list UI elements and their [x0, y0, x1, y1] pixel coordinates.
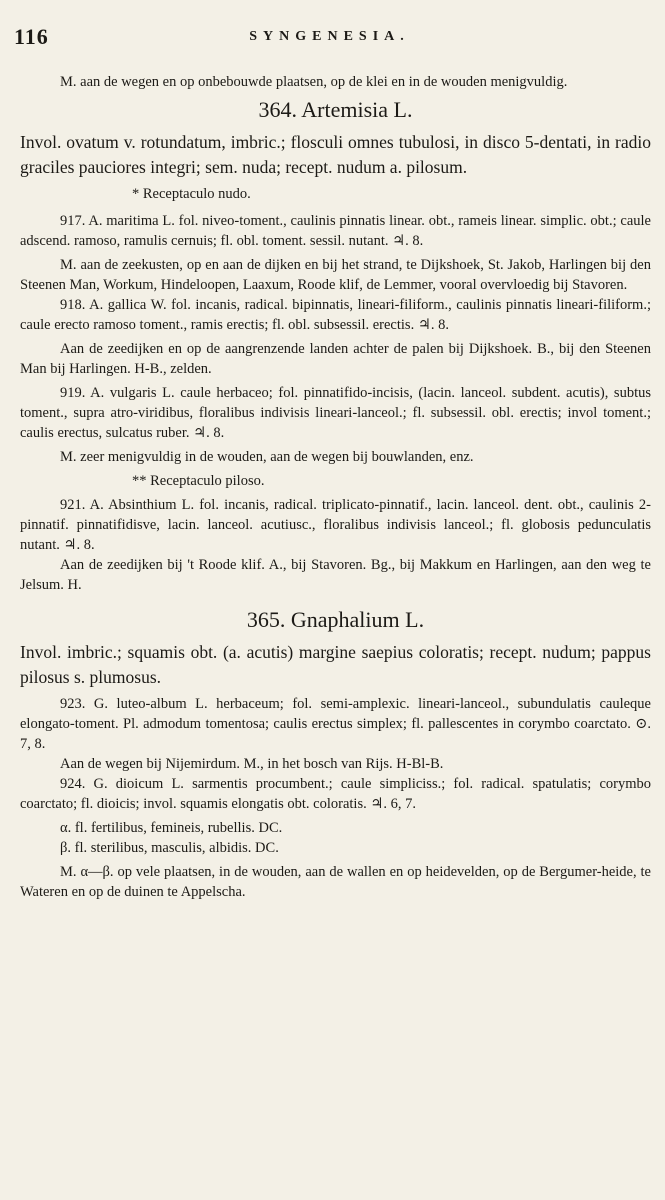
habitat-text: M. aan de wegen en op onbebouwde plaatsen, op de klei en in de wouden menigvuldig. — [60, 74, 568, 90]
habitat-text: Aan de zeedijken en op de aangrenzende landen achter de palen bij Dijkshoek. B., bij den Steenen Man bij Harlingen. H-B., zelden. — [20, 341, 651, 377]
species-entry: 919. A. vulgaris L. caule herbaceo; fol. pinnatifido-incisis, (lacin. lanceol. subdent. acutis), subtus toment., supra atro-viridibus, floralibus indivisis lineari-lanceol.; fl. subsessil. obl. erectis; invol toment.; caulis erectus, sulcatus ruber. ♃. 8. — [20, 385, 651, 441]
habitat-text: Aan de zeedijken bij 't Roode klif. A., bij Stavoren. Bg., bij Makkum en Harlingen, aan den weg te Jelsum. H. — [20, 557, 651, 593]
running-head: SYNGENESIA. — [249, 29, 410, 44]
species-entry: 923. G. luteo-album L. herbaceum; fol. semi-amplexic. lineari-lanceol., subundulatis cauleque elongato-toment. Pl. admodum tomentosa; caulis erectus simplex; fl. pallescentes in corymbo coarctato. ⊙. 7, 8. — [20, 696, 651, 752]
page-number: 116 — [14, 24, 49, 49]
page-body — [20, 72, 651, 902]
genus-heading: 365. Gnaphalium L. — [246, 607, 425, 632]
habitat-text: M. zeer menigvuldig in de wouden, aan de wegen bij bouwlanden, enz. — [60, 449, 474, 465]
genus-heading: 364. Artemisia L. — [258, 97, 413, 122]
section-heading: * Receptaculo nudo. — [132, 186, 251, 202]
variety-entry: α. fl. fertilibus, femineis, rubellis. DC. — [60, 820, 283, 836]
species-entry: 918. A. gallica W. fol. incanis, radical. bipinnatis, lineari-filiform., caulinis pinnatis lineari-filiform.; caule erecto ramoso toment., ramis erectis; fl. obl. subsessil. erectis. ♃. 8. — [20, 297, 651, 333]
species-entry: 924. G. dioicum L. sarmentis procumbent.; caule simpliciss.; fol. radical. spatulatis; corymbo coarctato; fl. dioicis; invol. squamis elongatis obt. coloratis. ♃. 6, 7. — [20, 776, 651, 812]
section-heading: ** Receptaculo piloso. — [132, 473, 265, 489]
habitat-text: M. α—β. op vele plaatsen, in de wouden, aan de wallen en op heidevelden, op de Bergumer-heide, te Wateren en op de duinen te Appelscha. — [20, 864, 651, 900]
variety-entry: β. fl. sterilibus, masculis, albidis. DC. — [60, 840, 279, 856]
species-entry: 921. A. Absinthium L. fol. incanis, radical. triplicato-pinnatif., lacin. lanceol. dent. obt., caulinis 2-pinnatif. pinnatifidisve, lacin. lanceol. acutiusc., floralibus indivisis lanceol.; fl. globosis pedunculatis nutant. ♃. 8. — [20, 497, 651, 553]
page-header — [14, 24, 645, 48]
habitat-text: Aan de wegen bij Nijemirdum. M., in het bosch van Rijs. H-Bl-B. — [60, 756, 444, 772]
genus-characters: Invol. imbric.; squamis obt. (a. acutis) margine saepius coloratis; recept. nudum; pappus pilosus s. plumosus. — [20, 642, 651, 687]
habitat-text: M. aan de zeekusten, op en aan de dijken en bij het strand, te Dijkshoek, St. Jakob, Harlingen bij den Steenen Man, Workum, Hindeloopen, Laaxum, Roode klif, de Lemmer, vooral overvloedig bij Stavoren. — [20, 257, 651, 293]
genus-characters: Invol. ovatum v. rotundatum, imbric.; flosculi omnes tubulosi, in disco 5-dentati, in radio graciles pauciores integri; sem. nuda; recept. nudum a. pilosum. — [20, 132, 651, 177]
species-entry: 917. A. maritima L. fol. niveo-toment., caulinis pinnatis linear. obt., rameis linear. simplic. obt.; caule adscend. ramoso, ramulis cernuis; fl. obl. toment. sessil. nutant. ♃. 8. — [20, 213, 651, 249]
